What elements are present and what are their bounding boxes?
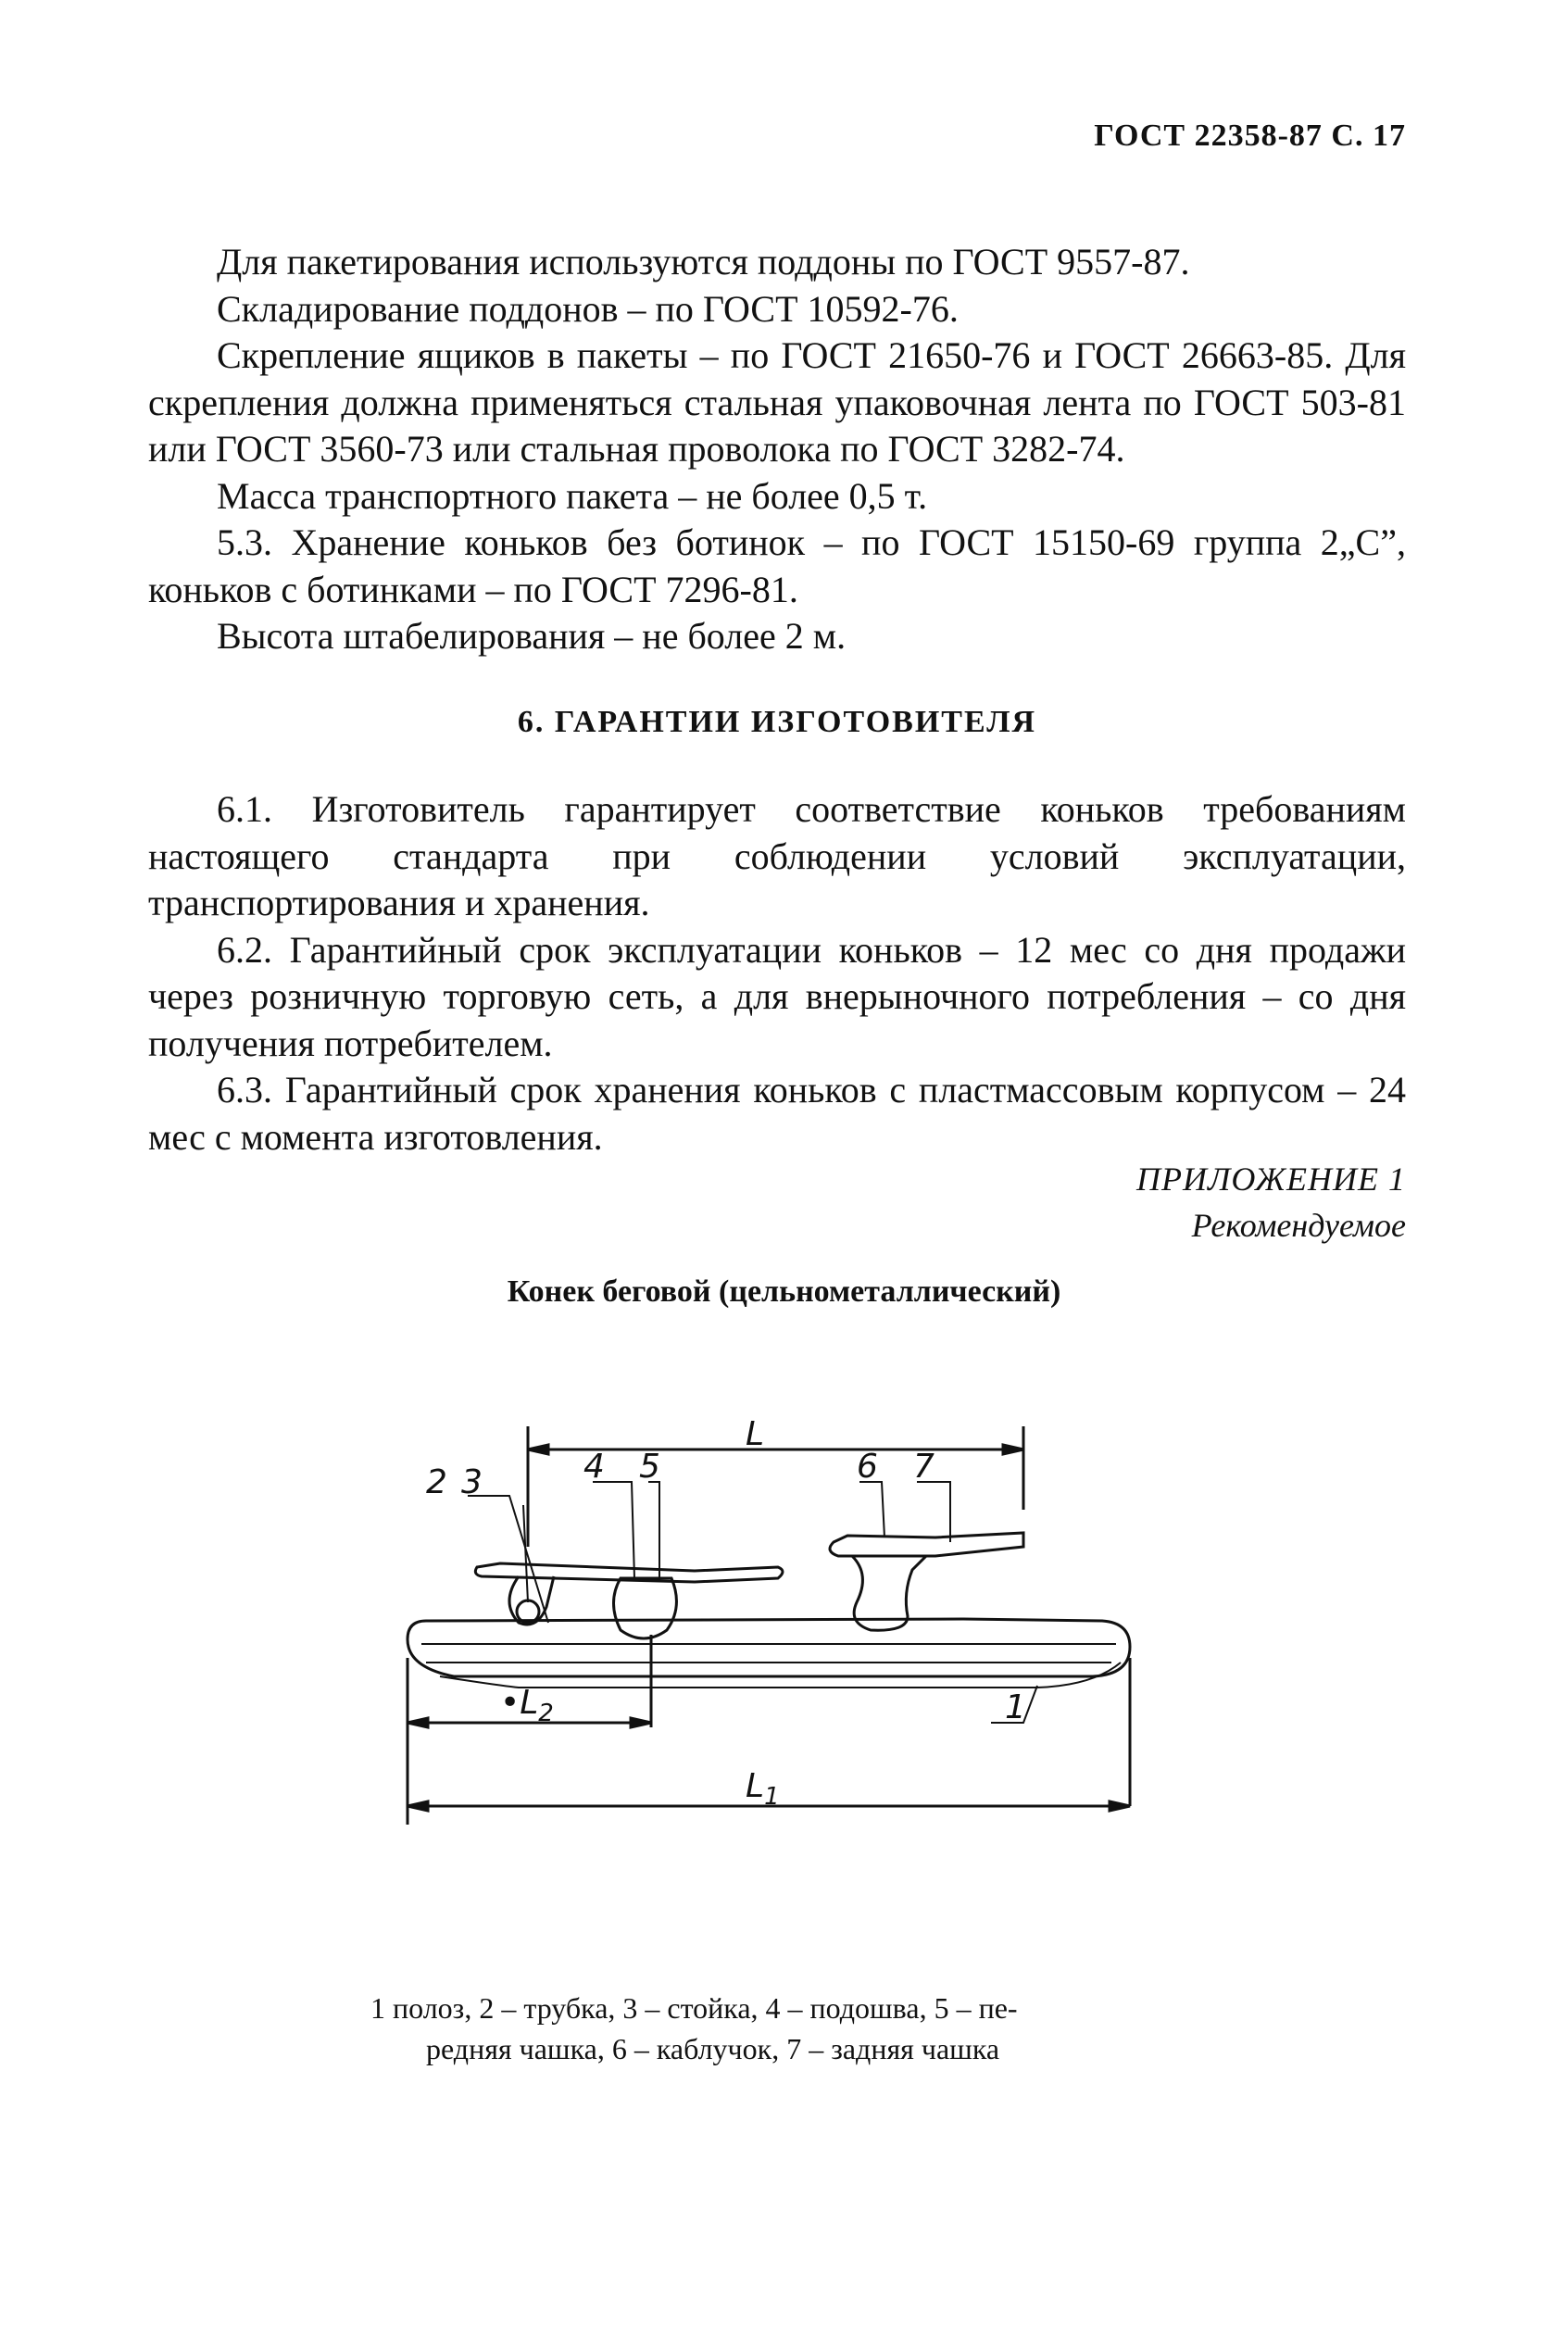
paragraph: Масса транспортного пакета – не более 0,5 т. [217, 474, 928, 517]
runner-outline [408, 1619, 1130, 1676]
label-5: 5 [639, 1448, 660, 1486]
paragraph: 6.1. Изготовитель гарантирует соответствие коньков требованиям настоящего стандарта при соблюдении условий эксплуатации, транспортирования и хранения. [148, 788, 1406, 923]
label-2: 2 [426, 1463, 447, 1501]
arrow-right [1003, 1445, 1023, 1454]
label-3: 3 [461, 1463, 483, 1501]
label-L1-main: L [746, 1767, 765, 1805]
paragraph: Скрепление ящиков в пакеты – по ГОСТ 21650-76 и ГОСТ 26663-85. Для скрепления должна применяться стальная упаковочная лента по ГОСТ 503-81 или ГОСТ 3560-73 или стальная проволока по ГОСТ 3282-74. [148, 334, 1406, 470]
paragraph: Для пакетирования используются поддоны по ГОСТ 9557-87. [217, 241, 1190, 282]
label-L: L [746, 1415, 765, 1453]
leader-7 [917, 1482, 950, 1542]
figure-caption [370, 1988, 1223, 2069]
paragraph: 6.2. Гарантийный срок эксплуатации коньков – 12 мес со дня продажи через розничную торговую сеть, а для внерыночного потребления – со дня получения потребителем. [148, 928, 1406, 1064]
arrow-L2-left [408, 1718, 428, 1727]
appendix-title: ПРИЛОЖЕНИЕ 1 [1136, 1161, 1406, 1198]
label-L2-main: •L [500, 1684, 539, 1722]
leader-5 [648, 1482, 659, 1580]
label-L1 [746, 1767, 780, 1811]
front-cup [614, 1578, 677, 1638]
label-6: 6 [857, 1448, 878, 1486]
appendix-heading [1136, 1156, 1406, 1249]
paragraph: 5.3. Хранение коньков без ботинок – по ГОСТ 15150-69 группа 2„С”, коньков с ботинками – по ГОСТ 7296-81. [148, 521, 1406, 610]
arrow-L1-right [1110, 1801, 1130, 1811]
label-L2-sub: 2 [538, 1700, 554, 1727]
label-L2 [500, 1684, 554, 1727]
arrow-L1-left [408, 1801, 428, 1811]
leader-6 [859, 1482, 884, 1537]
leader-4 [593, 1482, 634, 1578]
figure-title: Конек беговой (цельнометаллический) [507, 1274, 1061, 1309]
label-7: 7 [913, 1448, 935, 1486]
arrow-L2-right [631, 1718, 651, 1727]
heel-plate [830, 1533, 1023, 1556]
caption-line-2: редняя чашка, 6 – каблучок, 7 – задняя чашка [426, 2032, 1000, 2065]
paragraph: 6.3. Гарантийный срок хранения коньков с пластмассовым корпусом – 24 мес с момента изготовления. [148, 1069, 1406, 1158]
body-text [148, 239, 1406, 1161]
appendix-subtitle: Рекомендуемое [1191, 1207, 1406, 1244]
label-4: 4 [583, 1448, 605, 1486]
paragraph: Высота штабелирования – не более 2 м. [217, 615, 847, 657]
caption-line-1: 1 полоз, 2 – трубка, 3 – стойка, 4 – подошва, 5 – пе- [370, 1991, 1018, 2025]
label-L1-sub: 1 [764, 1783, 780, 1811]
label-1: 1 [1005, 1688, 1026, 1726]
section-title: 6. ГАРАНТИИ ИЗГОТОВИТЕЛЯ [517, 704, 1037, 739]
paragraph: Складирование поддонов – по ГОСТ 10592-76. [217, 287, 959, 330]
page-header: ГОСТ 22358-87 С. 17 [1094, 119, 1406, 153]
skate-drawing [389, 1408, 1204, 1834]
arrow-left [528, 1445, 548, 1454]
